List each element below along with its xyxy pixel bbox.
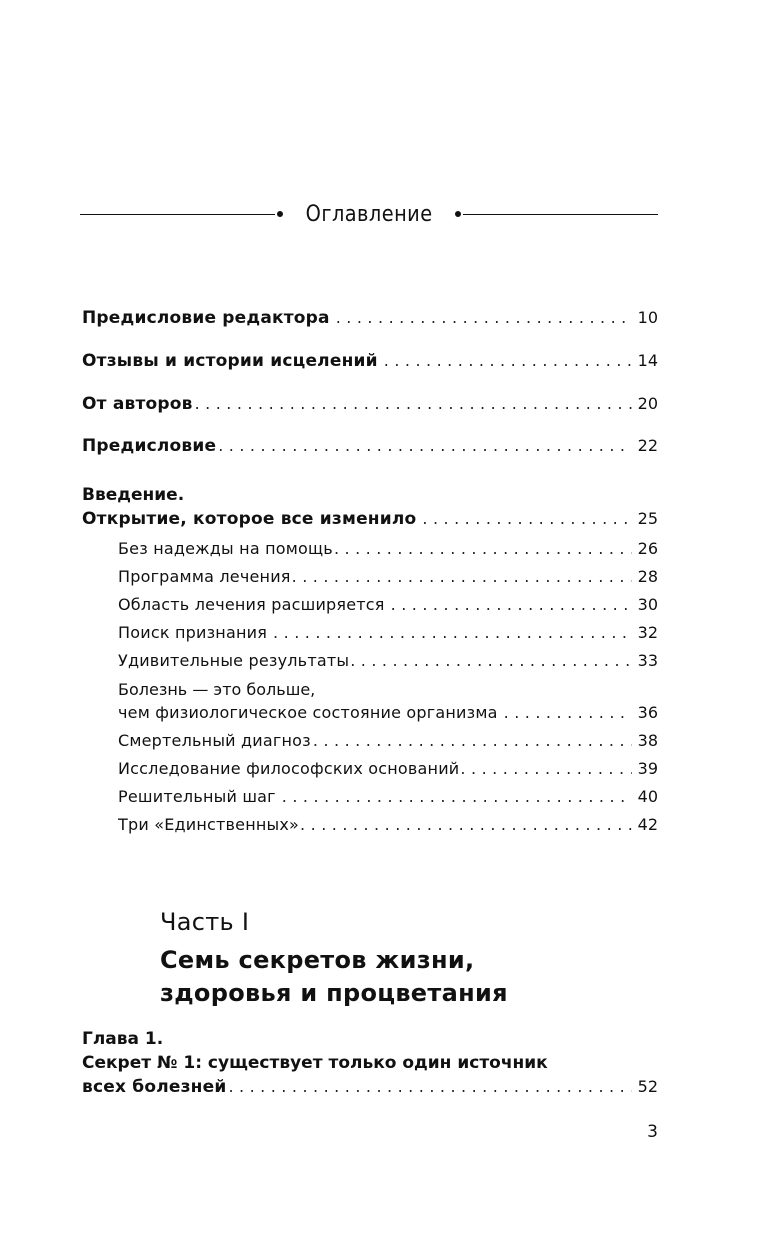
dot-leader — [282, 787, 632, 806]
dot-leader — [218, 436, 631, 455]
toc-entry-chapter1[interactable] — [82, 1077, 658, 1099]
entry-title: Решительный шаг — [118, 787, 276, 806]
entry-title: чем физиологическое состояние организма — [118, 703, 498, 722]
entry-page: 52 — [637, 1077, 658, 1096]
toc-subentry[interactable] — [118, 731, 658, 753]
dot-leader — [350, 651, 631, 670]
dot-leader — [292, 567, 632, 586]
entry-title: Предисловие — [82, 436, 217, 456]
part-title-line2: здоровья и процветания — [160, 979, 508, 1007]
entry-page: 30 — [637, 595, 658, 614]
entry-page: 39 — [637, 759, 658, 778]
bullet-dot-icon — [277, 211, 283, 217]
intro-heading-line1: Введение. — [82, 485, 185, 505]
entry-title: От авторов — [82, 394, 193, 414]
toc-subentry[interactable] — [118, 703, 658, 725]
chapter-heading-line2: Секрет № 1: существует только один источник — [82, 1053, 548, 1073]
entry-page: 33 — [637, 651, 658, 670]
entry-title: Область лечения расширяется — [118, 595, 385, 614]
toc-subentry[interactable] — [118, 815, 658, 837]
entry-page: 38 — [637, 731, 658, 750]
toc-entry-introduction[interactable] — [82, 509, 658, 531]
entry-title: Предисловие редактора — [82, 308, 330, 328]
dot-leader — [313, 731, 632, 750]
entry-title: всех болезней — [82, 1077, 227, 1097]
dot-leader — [334, 539, 632, 558]
bullet-dot-icon — [455, 211, 461, 217]
toc-subentry[interactable] — [118, 595, 658, 617]
dot-leader — [391, 595, 632, 614]
entry-title: Открытие, которое все изменило — [82, 509, 417, 529]
dot-leader — [460, 759, 631, 778]
toc-subentry[interactable] — [118, 623, 658, 645]
toc-title: Оглавление — [305, 201, 433, 227]
entry-page: 28 — [637, 567, 658, 586]
chapter-heading-line1: Глава 1. — [82, 1029, 164, 1049]
entry-title: Программа лечения — [118, 567, 291, 586]
entry-title: Исследование философских оснований — [118, 759, 460, 778]
entry-page: 10 — [637, 308, 658, 327]
entry-page: 25 — [637, 509, 658, 528]
toc-subentry[interactable] — [118, 787, 658, 809]
part-title-line1: Семь секретов жизни, — [160, 946, 475, 974]
toc-heading — [80, 198, 658, 230]
entry-title: Смертельный диагноз — [118, 731, 311, 750]
dot-leader — [273, 623, 632, 642]
entry-page: 14 — [637, 351, 658, 370]
toc-entry[interactable] — [82, 308, 658, 330]
dot-leader — [228, 1077, 631, 1096]
entry-title: Удивительные результаты — [118, 651, 350, 670]
toc-subentry[interactable] — [118, 651, 658, 673]
dot-leader — [422, 509, 631, 528]
entry-page: 22 — [637, 436, 658, 455]
entry-title: Отзывы и истории исцелений — [82, 351, 378, 371]
dot-leader — [384, 351, 632, 370]
entry-title: Три «Единственных» — [118, 815, 300, 834]
entry-page: 26 — [637, 539, 658, 558]
page-number: 3 — [647, 1122, 658, 1142]
entry-page: 32 — [637, 623, 658, 642]
dot-leader — [504, 703, 632, 722]
left-rule — [80, 214, 275, 215]
entry-page: 40 — [637, 787, 658, 806]
toc-entry[interactable] — [82, 351, 658, 373]
subentry-line1: Болезнь — это больше, — [118, 680, 316, 699]
toc-entry[interactable] — [82, 394, 658, 416]
part-title — [160, 944, 508, 1010]
right-rule — [463, 214, 658, 215]
toc-subentry[interactable] — [118, 759, 658, 781]
dot-leader — [195, 394, 632, 413]
entry-page: 42 — [637, 815, 658, 834]
entry-page: 36 — [637, 703, 658, 722]
entry-title: Без надежды на помощь — [118, 539, 333, 558]
dot-leader — [300, 815, 632, 834]
part-label: Часть I — [160, 908, 250, 936]
toc-subentry[interactable] — [118, 567, 658, 589]
entry-title: Поиск признания — [118, 623, 268, 642]
dot-leader — [336, 308, 632, 327]
toc-subentry[interactable] — [118, 539, 658, 561]
toc-entry[interactable] — [82, 436, 658, 458]
entry-page: 20 — [637, 394, 658, 413]
